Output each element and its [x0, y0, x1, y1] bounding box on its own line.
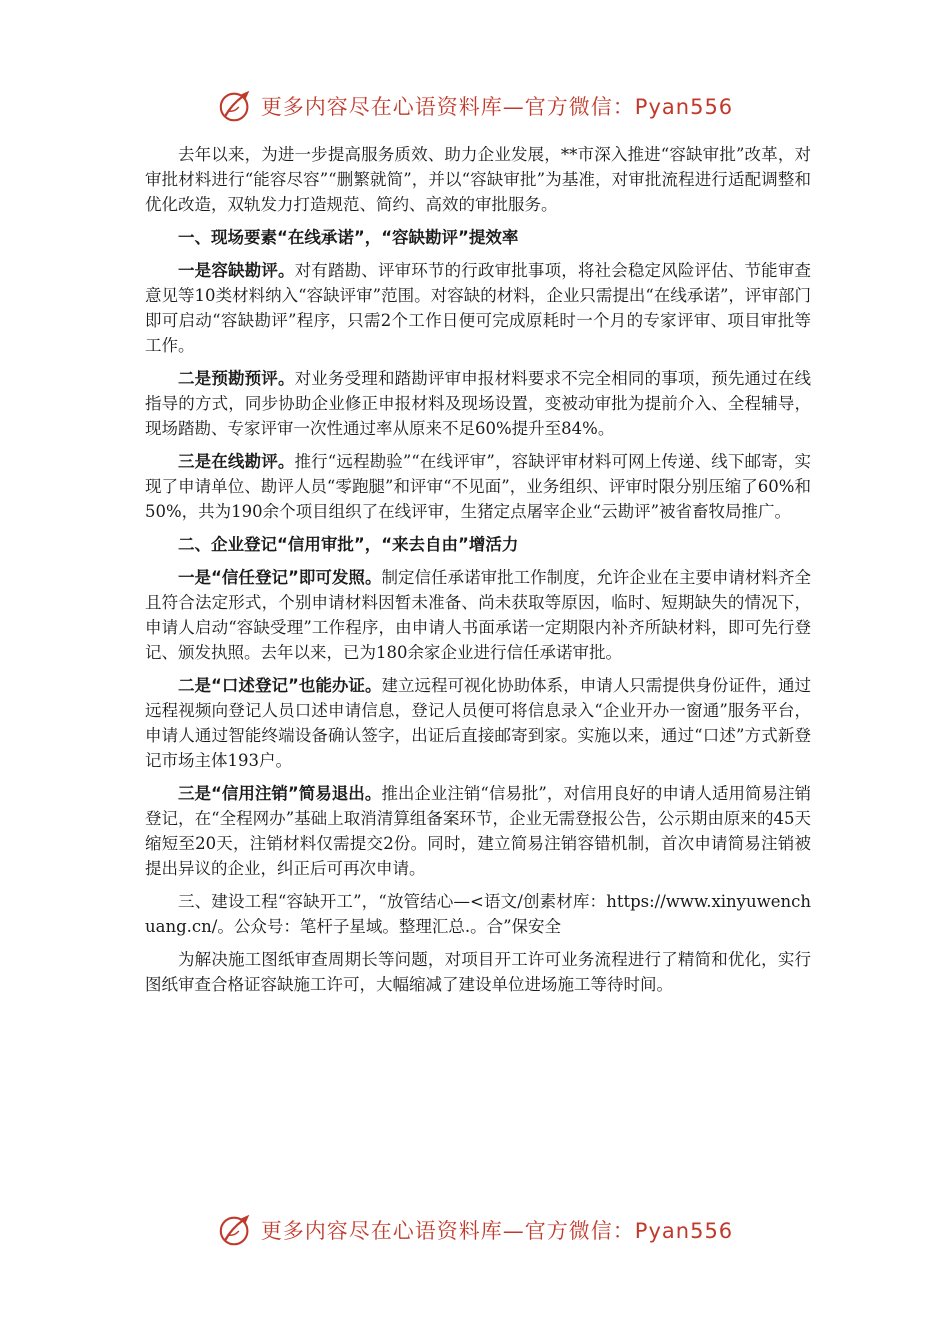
item-text: 推出企业注销“信易批”，对信用良好的申请人适用简易注销登记，在“全程网办”基础上取消清算组备案环节，企业无需登报公告，公示期由原来的45天缩短至20天，注销材料仅需提交2份。同时，建立简易注销容错机制，首次申请简易注销被提出异议的企业，纠正后可再次申请。 — [145, 784, 811, 878]
watermark-text: 更多内容尽在心语资料库—官方微信：Pyan556 — [260, 1219, 734, 1243]
item-lead: 二是预勘预评。 — [178, 369, 295, 388]
section-1-item-1 — [145, 258, 811, 358]
section-3-heading: 三、建设工程“容缺开工”，“放管结心—<语文/创素材库：https://www.xinyuwenchuang.cn/。公众号：笔杆子星域。整理汇总.。合”保安全 — [145, 892, 811, 936]
section-1-item-2 — [145, 366, 811, 441]
footer-watermark — [0, 1208, 950, 1252]
section-1-heading: 一、现场要素“在线承诺”，“容缺勘评”提效率 — [178, 228, 519, 247]
watermark-text: 更多内容尽在心语资料库—官方微信：Pyan556 — [260, 95, 734, 119]
document-body — [145, 142, 811, 1005]
section-1-item-3 — [145, 449, 811, 524]
section-2-item-1 — [145, 565, 811, 665]
item-lead: 一是容缺勘评。 — [178, 261, 295, 280]
pen-logo-icon — [217, 87, 255, 125]
section-2-heading: 二、企业登记“信用审批”，“来去自由”增活力 — [178, 535, 519, 554]
item-text: 对有踏勘、评审环节的行政审批事项，将社会稳定风险评估、节能审查意见等10类材料纳入“容缺评审”范围。对容缺的材料，企业只需提出“在线承诺”，评审部门即可启动“容缺勘评”程序，只需2个工作日便可完成原耗时一个月的专家评审、项目审批等工作。 — [145, 261, 812, 355]
section-3-paragraph: 为解决施工图纸审查周期长等问题，对项目开工许可业务流程进行了精简和优化，实行图纸审查合格证容缺施工许可，大幅缩减了建设单位进场施工等待时间。 — [145, 950, 811, 994]
pen-logo-icon — [217, 1211, 255, 1249]
header-watermark — [0, 84, 950, 128]
item-text: 建立远程可视化协助体系，申请人只需提供身份证件，通过远程视频向登记人员口述申请信息，登记人员便可将信息录入“企业开办一窗通”服务平台，申请人通过智能终端设备确认签字，出证后直接邮寄到家。实施以来，通过“口述”方式新登记市场主体193户。 — [145, 676, 811, 770]
item-text: 推行“远程勘验”“在线评审”，容缺评审材料可网上传递、线下邮寄，实现了申请单位、勘评人员“零跑腿”和评审“不见面”，业务组织、评审时限分别压缩了60%和50%，共为190余个项目组织了在线评审，生猪定点屠宰企业“云勘评”被省畜牧局推广。 — [145, 452, 811, 521]
section-2-item-2 — [145, 673, 811, 773]
item-lead: 二是“口述登记”也能办证。 — [178, 676, 382, 695]
section-2-item-3 — [145, 781, 811, 881]
item-text: 对业务受理和踏勘评审申报材料要求不完全相同的事项，预先通过在线指导的方式，同步协助企业修正申报材料及现场设置，变被动审批为提前介入、全程辅导，现场踏勘、专家评审一次性通过率从原来不足60%提升至84%。 — [145, 369, 812, 438]
intro-paragraph: 去年以来，为进一步提高服务质效、助力企业发展，**市深入推进“容缺审批”改革，对审批材料进行“能容尽容”“删繁就简”，并以“容缺审批”为基准，对审批流程进行适配调整和优化改造，双轨发力打造规范、简约、高效的审批服务。 — [145, 145, 811, 214]
item-text: 制定信任承诺审批工作制度，允许企业在主要申请材料齐全且符合法定形式，个别申请材料因暂未准备、尚未获取等原因，临时、短期缺失的情况下，申请人启动“容缺受理”工作程序，由申请人书面承诺一定期限内补齐所缺材料，即可先行登记、颁发执照。去年以来，已为180余家企业进行信任承诺审批。 — [145, 568, 811, 662]
item-lead: 一是“信任登记”即可发照。 — [178, 568, 382, 587]
item-lead: 三是“信用注销”简易退出。 — [178, 784, 382, 803]
item-lead: 三是在线勘评。 — [178, 452, 295, 471]
